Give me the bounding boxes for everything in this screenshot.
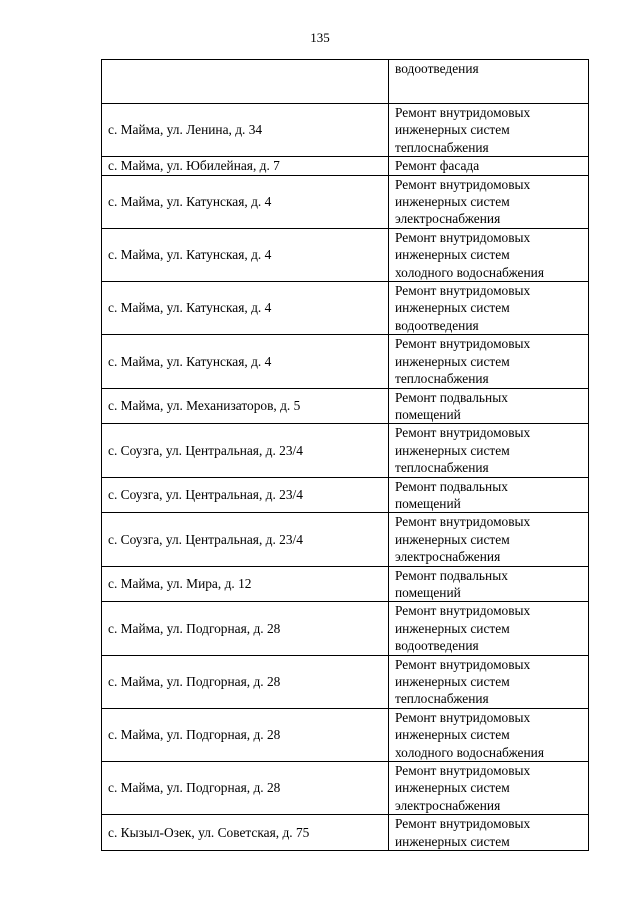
table-row (102, 104, 589, 157)
address-cell: с. Майма, ул. Подгорная, д. 28 (102, 655, 389, 708)
address-cell: с. Кызыл-Озек, ул. Советская, д. 75 (102, 815, 389, 851)
page-number: 135 (310, 30, 330, 45)
table-row (102, 602, 589, 655)
address-cell: с. Майма, ул. Катунская, д. 4 (102, 282, 389, 335)
work-type-cell: Ремонт внутридомовых инженерных систем водоотведения (389, 602, 589, 655)
table-row (102, 282, 589, 335)
work-type-cell: Ремонт подвальных помещений (389, 566, 589, 602)
address-cell: с. Соузга, ул. Центральная, д. 23/4 (102, 424, 389, 477)
work-type-cell: Ремонт внутридомовых инженерных систем теплоснабжения (389, 104, 589, 157)
repair-works-table (101, 59, 589, 851)
address-cell: с. Майма, ул. Механизаторов, д. 5 (102, 388, 389, 424)
table-row (102, 228, 589, 281)
address-cell: с. Майма, ул. Катунская, д. 4 (102, 175, 389, 228)
address-cell: с. Соузга, ул. Центральная, д. 23/4 (102, 477, 389, 513)
work-type-cell: Ремонт внутридомовых инженерных систем теплоснабжения (389, 424, 589, 477)
table-row (102, 175, 589, 228)
work-type-cell: Ремонт внутридомовых инженерных систем (389, 815, 589, 851)
table-row-continuation (102, 60, 589, 104)
table-row (102, 815, 589, 851)
work-type-cell: Ремонт внутридомовых инженерных систем электроснабжения (389, 175, 589, 228)
work-type-cell: водоотведения (389, 60, 589, 104)
work-type-cell: Ремонт внутридомовых инженерных систем водоотведения (389, 282, 589, 335)
address-cell: с. Майма, ул. Юбилейная, д. 7 (102, 157, 389, 175)
work-type-cell: Ремонт внутридомовых инженерных систем холодного водоснабжения (389, 228, 589, 281)
address-cell: с. Майма, ул. Катунская, д. 4 (102, 335, 389, 388)
address-cell: с. Майма, ул. Мира, д. 12 (102, 566, 389, 602)
address-cell (102, 60, 389, 104)
work-type-cell: Ремонт внутридомовых инженерных систем холодного водоснабжения (389, 708, 589, 761)
address-cell: с. Майма, ул. Подгорная, д. 28 (102, 602, 389, 655)
address-cell: с. Майма, ул. Подгорная, д. 28 (102, 708, 389, 761)
table-body (102, 60, 589, 851)
table-row (102, 762, 589, 815)
table-row (102, 477, 589, 513)
table-row (102, 388, 589, 424)
table-row (102, 513, 589, 566)
table-row (102, 655, 589, 708)
work-type-cell: Ремонт фасада (389, 157, 589, 175)
address-cell: с. Майма, ул. Подгорная, д. 28 (102, 762, 389, 815)
work-type-cell: Ремонт внутридомовых инженерных систем электроснабжения (389, 762, 589, 815)
table-row (102, 424, 589, 477)
work-type-cell: Ремонт подвальных помещений (389, 388, 589, 424)
work-type-cell: Ремонт внутридомовых инженерных систем теплоснабжения (389, 335, 589, 388)
table-row (102, 335, 589, 388)
address-cell: с. Майма, ул. Ленина, д. 34 (102, 104, 389, 157)
work-type-cell: Ремонт внутридомовых инженерных систем электроснабжения (389, 513, 589, 566)
table-row (102, 708, 589, 761)
work-type-cell: Ремонт внутридомовых инженерных систем теплоснабжения (389, 655, 589, 708)
work-type-cell: Ремонт подвальных помещений (389, 477, 589, 513)
address-cell: с. Соузга, ул. Центральная, д. 23/4 (102, 513, 389, 566)
table-row (102, 566, 589, 602)
address-cell: с. Майма, ул. Катунская, д. 4 (102, 228, 389, 281)
table-row (102, 157, 589, 175)
